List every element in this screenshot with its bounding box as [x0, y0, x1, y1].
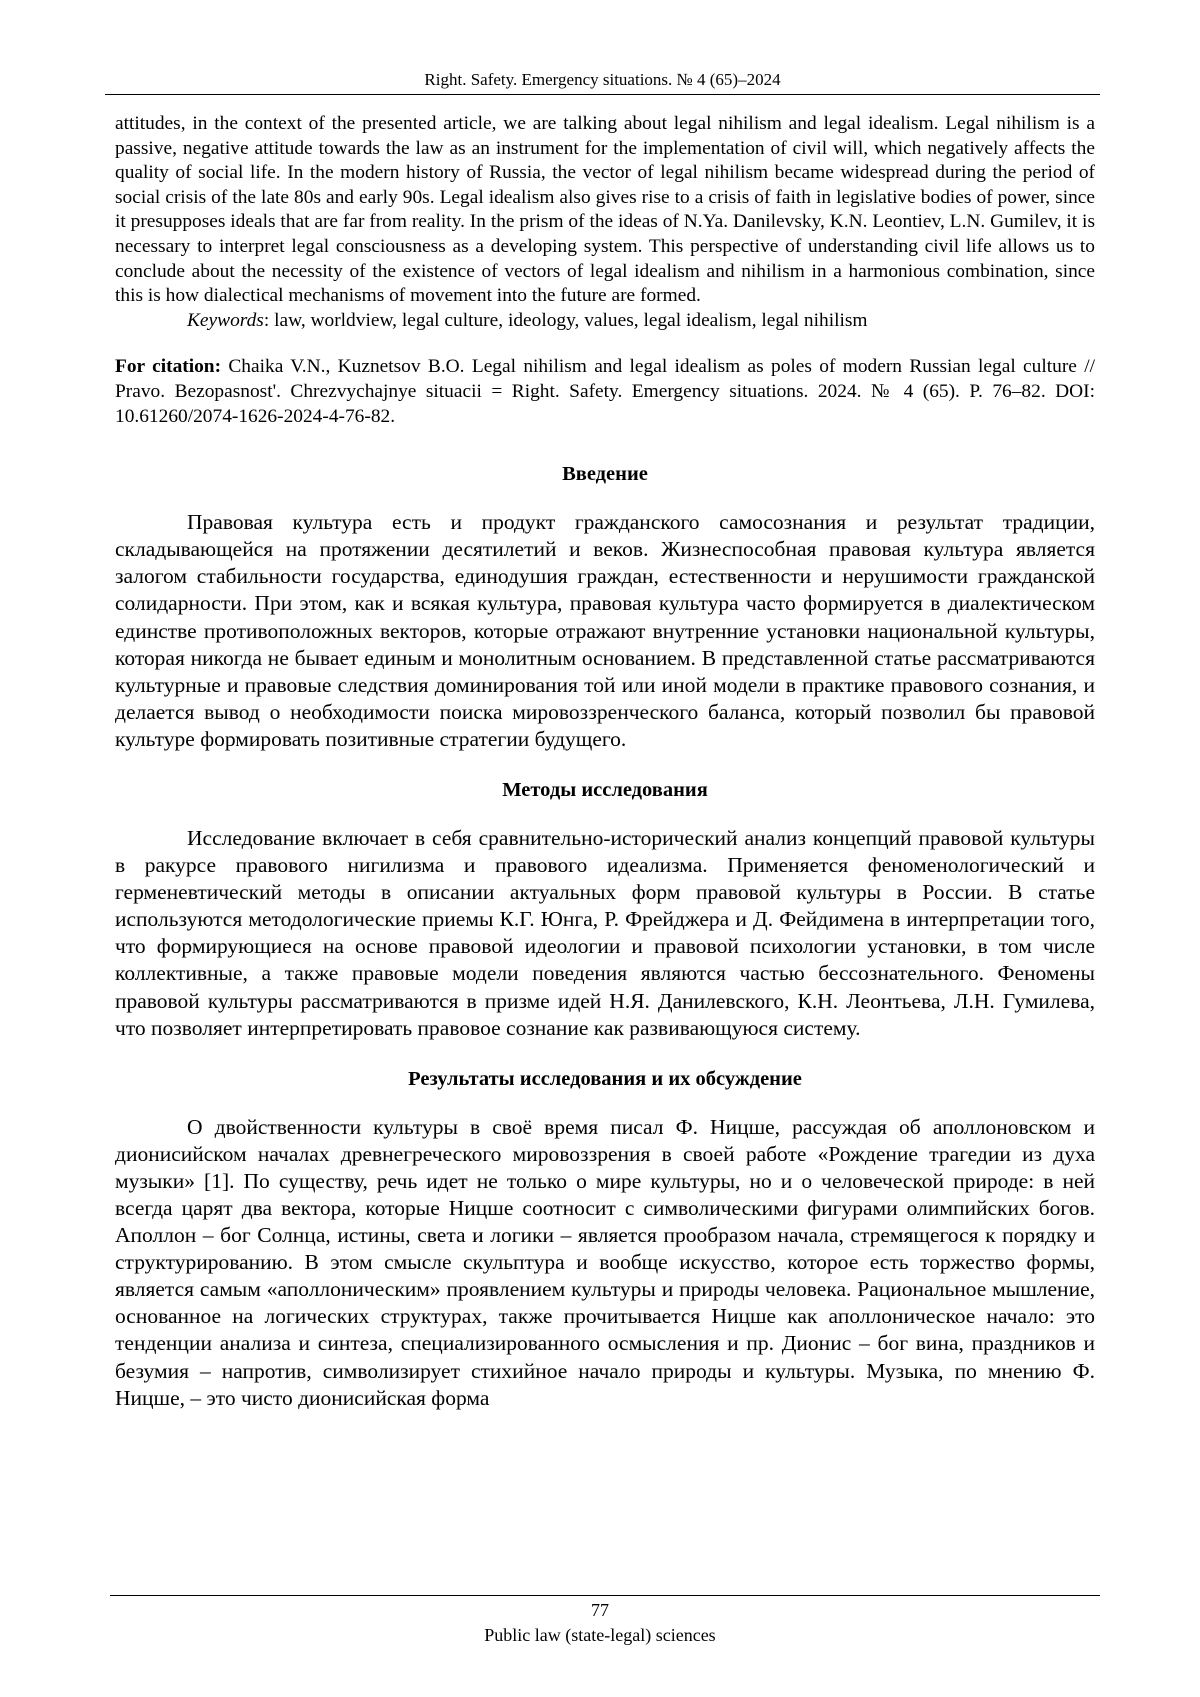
- citation-paragraph: [115, 355, 1095, 429]
- page-number: 77: [591, 1600, 609, 1620]
- keywords-label: Keywords: [187, 309, 264, 331]
- section-paragraph-introduction: Правовая культура есть и продукт гражданского самосознания и результат традиции, складывающейся на протяжении десятилетий и веков. Жизнеспособная правовая культура является залогом стабильности государства, единодушия граждан, естественности и нерушимости гражданской солидарности. При этом, как и всякая культура, правовая культура часто формируется в диалектическом единстве противоположных векторов, которые отражают внутренние установки национальной культуры, которая никогда не бывает единым и монолитным основанием. В представленной статье рассматриваются культурные и правовые следствия доминирования той или иной модели в практике правового сознания, и делается вывод о необходимости поиска мировоззренческого баланса, который позволил бы правовой культуре формировать позитивные стратегии будущего.: [115, 510, 1095, 751]
- citation-label: For citation:: [115, 356, 222, 378]
- section-paragraph-methods: Исследование включает в себя сравнительно-исторический анализ концепций правовой культуры в ракурсе правового нигилизма и правового идеализма. Применяется феноменологический и герменевтический методы в описании актуальных форм правовой культуры в России. В статье используются методологические приемы К.Г. Юнга, Р. Фрейджера и Д. Фейдимена в интерпретации того, что формирующиеся на основе правовой идеологии и правовой психологии установки, в том числе коллективные, а также правовые модели поведения являются частью бессознательного. Феномены правовой культуры рассматриваются в призме идей Н.Я. Данилевского, К.Н. Леонтьева, Л.Н. Гумилева, что позволяет интерпретировать правовое сознание как развивающуюся систему.: [115, 825, 1095, 1040]
- keywords-line: [115, 309, 1095, 334]
- footer-section-name: Public law (state-legal) sciences: [484, 1625, 716, 1645]
- footer-divider: [110, 1595, 1100, 1596]
- keywords-list: : law, worldview, legal culture, ideology, values, legal idealism, legal nihilism: [263, 309, 868, 331]
- section-paragraph-results: О двойственности культуры в своё время писал Ф. Ницше, рассуждая об аполлоновском и дионисийском началах древнегреческого мировоззрения в своей работе «Рождение трагедии из духа музыки» [1]. По существу, речь идет не только о мире культуры, но и о человеческой природе: в ней всегда царят два вектора, которые Ницше соотносит с символическими фигурами олимпийских богов. Аполлон – бог Солнца, истины, света и логики – является прообразом начала, стремящегося к порядку и структурированию. В этом смысле скульптура и вообще искусство, которое есть торжество формы, является самым «аполлоническим» проявлением культуры и природы человека. Рациональное мышление, основанное на логических структурах, также прочитывается Ницше как аполлоническое начало: это тенденции анализа и синтеза, специализированного осмысления и пр. Дионис – бог вина, праздников и безумия – напротив, символизирует стихийное начало природы и культуры. Музыка, по мнению Ф. Ницше, – это чисто дионисийская форма: [115, 1114, 1095, 1410]
- citation-text: Chaika V.N., Kuznetsov B.O. Legal nihilism and legal idealism as poles of modern Russian legal culture // Pravo. Bezopasnost'. Chrezvychajnye situacii = Right. Safety. Emergency situations. 2024. № 4 (65). P. 76–82. DOI: 10.61260/2074-1626-2024-4-76-82.: [115, 356, 1095, 427]
- section-heading-methods: Методы исследования: [502, 778, 708, 801]
- article-body: [115, 112, 1095, 1412]
- section-heading-introduction: Введение: [562, 463, 648, 486]
- abstract-paragraph: attitudes, in the context of the presented article, we are talking about legal nihilism and legal idealism. Legal nihilism is a passive, negative attitude towards the law as an instrument for the implementation of civil will, which negatively affects the quality of social life. In the modern history of Russia, the vector of legal nihilism became widespread during the period of social crisis of the late 80s and early 90s. Legal idealism also gives rise to a crisis of faith in legislative bodies of power, since it presupposes ideals that are far from reality. In the prism of the ideas of N.Ya. Danilevsky, K.N. Leontiev, L.N. Gumilev, it is necessary to interpret legal consciousness as a developing system. This perspective of understanding civil life allows us to conclude about the necessity of the existence of vectors of legal idealism and nihilism in a harmonious combination, since this is how dialectical mechanisms of movement into the future are formed.: [115, 113, 1095, 307]
- running-header: Right. Safety. Emergency situations. № 4 (65)–2024: [105, 70, 1100, 95]
- section-heading-results: Результаты исследования и их обсуждение: [408, 1067, 802, 1090]
